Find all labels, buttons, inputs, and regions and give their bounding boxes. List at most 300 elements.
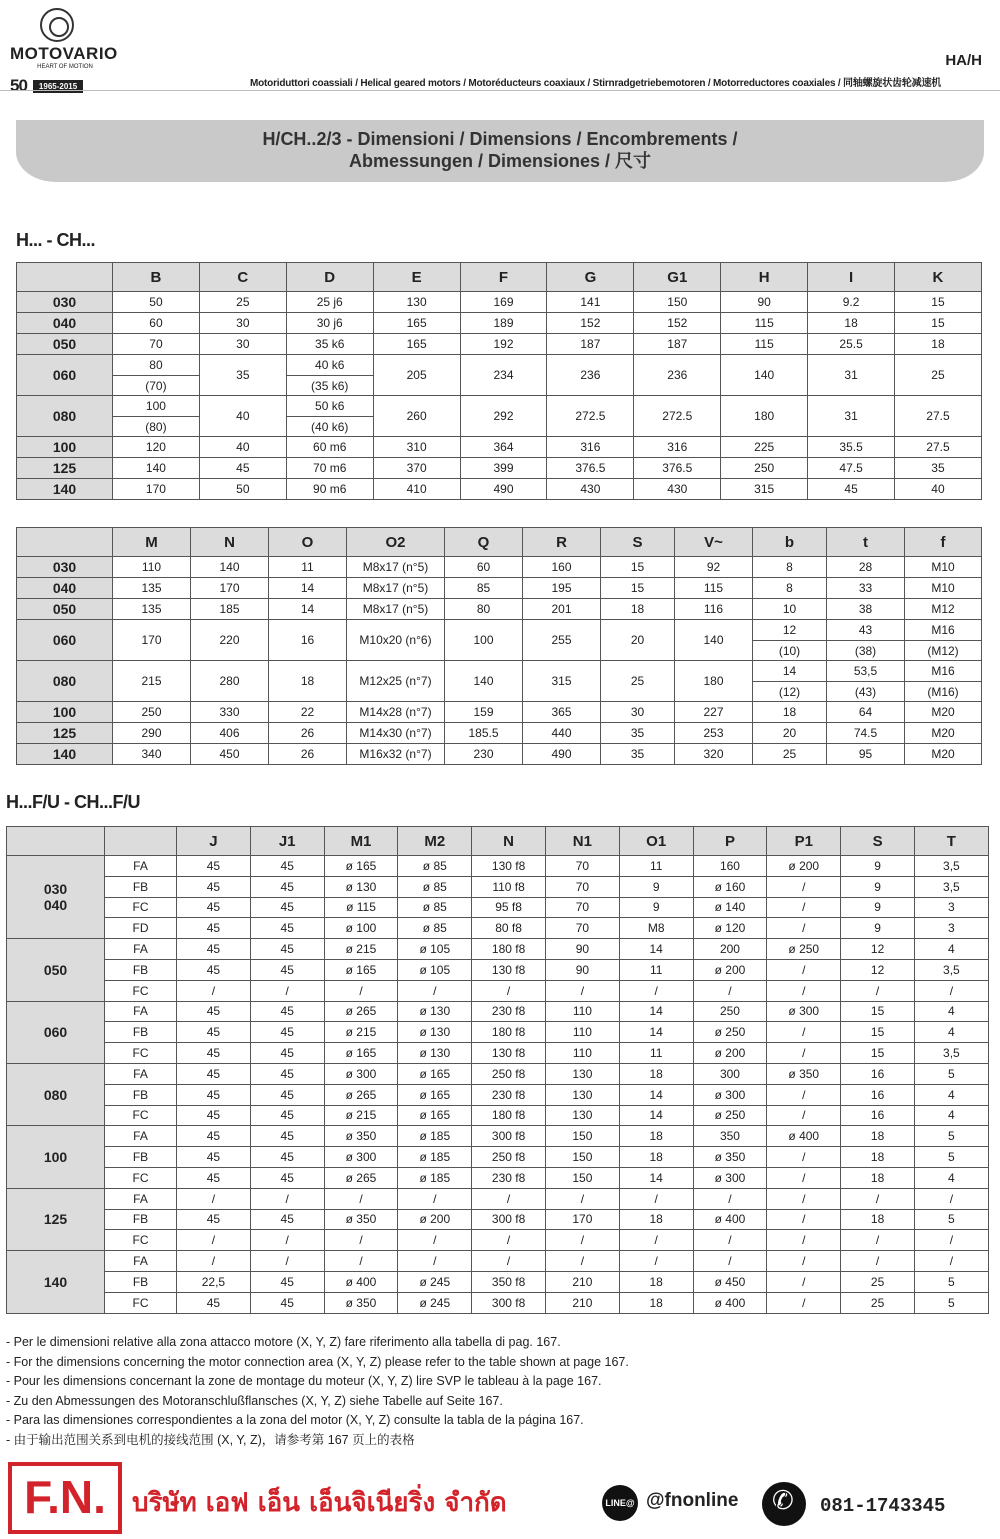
size-label: 040 (43, 897, 68, 914)
table-cell: 90 m6 (286, 479, 373, 500)
dimensions-table-1 (16, 262, 982, 500)
table-cell: ø 250 (767, 939, 841, 960)
table-cell: / (177, 1251, 251, 1272)
table-cell: 160 (693, 856, 767, 877)
table-cell: 350 (693, 1126, 767, 1147)
table-cell: 85 (445, 578, 523, 599)
table-cell: 45 (250, 959, 324, 980)
table-cell: M16x32 (n°7) (347, 744, 445, 765)
section-title-flange: H...F/U - CH...F/U (6, 792, 140, 812)
table-cell: 450 (191, 744, 269, 765)
table-cell: 410 (373, 479, 460, 500)
table-cell: 30 (601, 702, 675, 723)
table-cell: 4 (914, 939, 988, 960)
table-cell: 170 (545, 1209, 619, 1230)
table-cell: 90 (545, 959, 619, 980)
table-cell: 45 (250, 1126, 324, 1147)
table-cell: 45 (177, 959, 251, 980)
table-cell: 5 (914, 1126, 988, 1147)
table-cell: 130 (373, 292, 460, 313)
table-cell: ø 215 (324, 939, 398, 960)
table-cell: 4 (914, 1084, 988, 1105)
column-header: G (547, 263, 634, 292)
table-cell: ø 250 (693, 1105, 767, 1126)
table-cell: 250 (693, 1001, 767, 1022)
table-cell: 50 (113, 292, 200, 313)
table-cell: 70 (545, 876, 619, 897)
table-cell: / (841, 1251, 915, 1272)
table-cell: ø 450 (693, 1271, 767, 1292)
table-cell: 165 (373, 334, 460, 355)
table-cell: / (250, 1188, 324, 1209)
table-cell: 292 (460, 396, 547, 437)
table-cell: 150 (545, 1126, 619, 1147)
table-row (17, 479, 982, 500)
table-cell: ø 350 (693, 1147, 767, 1168)
table-cell: M14x30 (n°7) (347, 723, 445, 744)
flange-type-cell: FB (105, 1209, 177, 1230)
table-cell: 3,5 (914, 1043, 988, 1064)
line-app-icon: LINE@ (602, 1485, 638, 1521)
table-cell: 5 (914, 1147, 988, 1168)
table-row (17, 437, 982, 458)
column-header: J1 (250, 827, 324, 856)
table-row (7, 1251, 989, 1272)
flange-type-cell: FC (105, 980, 177, 1001)
column-header: R (523, 528, 601, 557)
table-cell: 45 (177, 1126, 251, 1147)
table-cell: 300 f8 (472, 1126, 546, 1147)
table-cell: 35.5 (808, 437, 895, 458)
table-cell: 115 (675, 578, 753, 599)
product-code: HA/H (945, 52, 982, 69)
table-cell: 15 (841, 1043, 915, 1064)
size-cell (7, 1001, 105, 1063)
table-cell: 110 (545, 1022, 619, 1043)
table-cell: 18 (753, 702, 827, 723)
column-header: B (113, 263, 200, 292)
column-header: G1 (634, 263, 721, 292)
table-cell: / (398, 1188, 472, 1209)
size-label: 140 (43, 1273, 68, 1290)
table-cell: / (250, 1251, 324, 1272)
table-cell: / (693, 1188, 767, 1209)
table-cell: 14 (619, 1001, 693, 1022)
cell-value-alt: (35 k6) (287, 375, 373, 395)
table-row (17, 599, 982, 620)
column-header: Q (445, 528, 523, 557)
table-cell: 110 f8 (472, 876, 546, 897)
table-row (7, 1126, 989, 1147)
notes (6, 1333, 629, 1450)
table-cell: 272.5 (634, 396, 721, 437)
size-cell: 060 (17, 355, 113, 396)
table-cell: 45 (177, 876, 251, 897)
table-cell: 135 (113, 578, 191, 599)
table-cell: 45 (177, 856, 251, 877)
phone-number[interactable]: 081-1743345 (820, 1495, 946, 1517)
table-cell: / (545, 1251, 619, 1272)
table-cell: 300 (693, 1063, 767, 1084)
table-cell: 45 (250, 1147, 324, 1168)
table-cell: 230 f8 (472, 1084, 546, 1105)
table-cell: 170 (113, 479, 200, 500)
table-cell: 35 (601, 744, 675, 765)
size-cell: 140 (17, 744, 113, 765)
table-cell: ø 165 (324, 1043, 398, 1064)
table-cell: 225 (721, 437, 808, 458)
table-cell: 236 (634, 355, 721, 396)
table-cell: / (545, 980, 619, 1001)
table-row (17, 620, 982, 661)
table-cell: M8x17 (n°5) (347, 599, 445, 620)
column-header: I (808, 263, 895, 292)
table-cell: ø 400 (693, 1292, 767, 1313)
table-cell: 180 f8 (472, 1022, 546, 1043)
table-cell: 18 (619, 1063, 693, 1084)
column-header: E (373, 263, 460, 292)
table-cell: / (914, 1230, 988, 1251)
table-cell: 100 (445, 620, 523, 661)
table-cell: ø 105 (398, 939, 472, 960)
table-cell: 272.5 (547, 396, 634, 437)
table-cell: 30 (199, 313, 286, 334)
table-cell: 45 (250, 1292, 324, 1313)
table-cell: 250 (721, 458, 808, 479)
table-cell: 80 (445, 599, 523, 620)
table-cell: 45 (177, 918, 251, 939)
flange-type-cell: FC (105, 1230, 177, 1251)
table-cell: 9 (841, 876, 915, 897)
column-header: J (177, 827, 251, 856)
table-cell: ø 400 (324, 1271, 398, 1292)
table-cell: / (841, 980, 915, 1001)
table-cell: 230 f8 (472, 1167, 546, 1188)
section-title-h-ch: H... - CH... (16, 230, 95, 250)
table-row (7, 1209, 989, 1230)
table-cell: / (767, 1022, 841, 1043)
table-cell: 30 (199, 334, 286, 355)
table-cell: 18 (269, 661, 347, 702)
table-cell: 135 (113, 599, 191, 620)
table-cell: 70 (545, 918, 619, 939)
table-cell: 130 f8 (472, 1043, 546, 1064)
table-cell: 74.5 (827, 723, 905, 744)
table-cell: 45 (250, 876, 324, 897)
table-cell: 18 (841, 1167, 915, 1188)
table-cell: ø 215 (324, 1022, 398, 1043)
table-cell: ø 165 (398, 1063, 472, 1084)
table-cell: 60 (113, 313, 200, 334)
table-cell: 35 k6 (286, 334, 373, 355)
table-cell: 45 (177, 1105, 251, 1126)
table-cell: / (914, 1188, 988, 1209)
table-cell: 290 (113, 723, 191, 744)
table-cell: / (324, 980, 398, 1001)
table-cell: 141 (547, 292, 634, 313)
size-label: 080 (43, 1086, 68, 1103)
table-cell: ø 185 (398, 1126, 472, 1147)
note-line: - Per le dimensioni relative alla zona attacco motore (X, Y, Z) fare riferimento alla tabella di pag. 167. (6, 1333, 629, 1353)
flange-type-cell: FC (105, 1292, 177, 1313)
table-cell: / (767, 1251, 841, 1272)
table-cell: 14 (269, 599, 347, 620)
size-label: 050 (43, 961, 68, 978)
table-cell: 80 f8 (472, 918, 546, 939)
table-row (7, 1147, 989, 1168)
table-cell: 31 (808, 355, 895, 396)
table-cell: 3 (914, 918, 988, 939)
size-cell: 080 (17, 396, 113, 437)
motovario-logo-icon (40, 8, 74, 42)
column-header: S (601, 528, 675, 557)
table-cell: 12 (841, 959, 915, 980)
table-cell: 14 (619, 1167, 693, 1188)
table-cell: 399 (460, 458, 547, 479)
table-cell: ø 130 (398, 1043, 472, 1064)
table-cell: 25 (895, 355, 982, 396)
table-cell: 64 (827, 702, 905, 723)
table-cell: 35 (601, 723, 675, 744)
size-cell: 080 (17, 661, 113, 702)
flange-type-cell: FA (105, 1188, 177, 1209)
table-cell: / (619, 980, 693, 1001)
table-cell: 3,5 (914, 959, 988, 980)
table-cell: 14 (619, 1084, 693, 1105)
table-cell: / (767, 1043, 841, 1064)
table-cell: 45 (250, 1043, 324, 1064)
table-cell: M8x17 (n°5) (347, 557, 445, 578)
table-cell: 430 (547, 479, 634, 500)
table-cell: 160 (523, 557, 601, 578)
table-cell: 8 (753, 578, 827, 599)
table-cell: 45 (177, 1022, 251, 1043)
table-cell: / (767, 1230, 841, 1251)
footer (0, 1460, 1000, 1539)
table-row (17, 557, 982, 578)
table-cell: / (619, 1230, 693, 1251)
table-cell: ø 120 (693, 918, 767, 939)
table-cell: / (693, 980, 767, 1001)
table-cell: 18 (808, 313, 895, 334)
size-cell (7, 1251, 105, 1313)
size-cell: 100 (17, 437, 113, 458)
table-cell: M10 (905, 557, 982, 578)
table-cell: 60 m6 (286, 437, 373, 458)
table-cell: ø 300 (693, 1167, 767, 1188)
table-cell: / (324, 1251, 398, 1272)
table-cell: 200 (693, 939, 767, 960)
table-cell: 16 (841, 1084, 915, 1105)
table-cell: 140 (191, 557, 269, 578)
column-header: P (693, 827, 767, 856)
flange-type-cell: FA (105, 939, 177, 960)
table-cell: 26 (269, 723, 347, 744)
flange-type-cell: FC (105, 897, 177, 918)
cell-value-alt: (70) (113, 375, 199, 395)
table-cell (113, 396, 200, 437)
table-cell: M14x28 (n°7) (347, 702, 445, 723)
size-label: 060 (43, 1024, 68, 1041)
size-cell: 140 (17, 479, 113, 500)
table-cell: / (619, 1188, 693, 1209)
table-cell: ø 400 (693, 1209, 767, 1230)
table-cell: ø 300 (767, 1001, 841, 1022)
table-row (7, 918, 989, 939)
table-cell: ø 85 (398, 918, 472, 939)
cell-value-alt: (43) (827, 681, 904, 701)
table-cell: 5 (914, 1063, 988, 1084)
table-cell: 45 (177, 1292, 251, 1313)
table-cell: 110 (545, 1001, 619, 1022)
column-header: D (286, 263, 373, 292)
table-row (17, 355, 982, 396)
table-cell: ø 200 (693, 1043, 767, 1064)
table-cell: 45 (250, 1271, 324, 1292)
table-corner (17, 263, 113, 292)
table-cell: 90 (721, 292, 808, 313)
flange-type-cell: FB (105, 959, 177, 980)
table-cell: 430 (634, 479, 721, 500)
table-cell: 316 (634, 437, 721, 458)
table-cell: M8 (619, 918, 693, 939)
table-cell: 234 (460, 355, 547, 396)
table-cell: / (767, 1271, 841, 1292)
table-cell: 31 (808, 396, 895, 437)
note-line: - Pour les dimensions concernant la zone de montage du moteur (X, Y, Z) lire SVP le tableau à la page 167. (6, 1372, 629, 1392)
table-cell: / (177, 1230, 251, 1251)
note-line: - 由于输出范围关系到电机的接线范围 (X, Y, Z)，请参考第 167 页上的表格 (6, 1431, 629, 1451)
flange-type-cell: FB (105, 876, 177, 897)
table-cell: 376.5 (634, 458, 721, 479)
table-cell (113, 355, 200, 396)
table-cell: / (398, 1251, 472, 1272)
flange-type-cell: FD (105, 918, 177, 939)
table-cell: ø 200 (398, 1209, 472, 1230)
cell-value-alt: (M12) (905, 640, 981, 660)
fn-logo: F.N. (8, 1462, 122, 1534)
table-cell: 40 (895, 479, 982, 500)
banner-title (0, 128, 1000, 172)
table-cell: 315 (523, 661, 601, 702)
size-cell (7, 856, 105, 939)
table-cell: / (767, 1105, 841, 1126)
table-cell: M20 (905, 723, 982, 744)
column-header: N (472, 827, 546, 856)
table-cell: 45 (177, 1001, 251, 1022)
table-cell: / (177, 980, 251, 1001)
column-header: b (753, 528, 827, 557)
table-cell: / (767, 1188, 841, 1209)
table-cell (753, 661, 827, 702)
table-cell: ø 350 (767, 1063, 841, 1084)
table-cell: M10x20 (n°6) (347, 620, 445, 661)
table-cell: / (914, 1251, 988, 1272)
flange-type-cell: FB (105, 1022, 177, 1043)
table-cell: ø 300 (324, 1147, 398, 1168)
table-cell: 18 (619, 1209, 693, 1230)
flange-type-cell: FC (105, 1167, 177, 1188)
table-cell: 4 (914, 1022, 988, 1043)
table-cell: / (398, 1230, 472, 1251)
cell-value-alt: (12) (753, 681, 826, 701)
table-cell: 15 (841, 1022, 915, 1043)
table-cell (905, 620, 982, 661)
table-cell: 370 (373, 458, 460, 479)
table-cell: 22 (269, 702, 347, 723)
table-cell: 3,5 (914, 856, 988, 877)
cell-value: 80 (149, 358, 163, 372)
table-cell: 227 (675, 702, 753, 723)
column-header: M1 (324, 827, 398, 856)
table-cell: 25 (753, 744, 827, 765)
table-cell: 320 (675, 744, 753, 765)
table-cell: / (767, 980, 841, 1001)
table-cell: / (767, 1147, 841, 1168)
size-cell (7, 939, 105, 1001)
table-cell: / (545, 1188, 619, 1209)
table-cell: 4 (914, 1105, 988, 1126)
table-cell: / (767, 1084, 841, 1105)
table-cell: 9 (619, 897, 693, 918)
table-cell: 25 (841, 1271, 915, 1292)
table-cell: 25.5 (808, 334, 895, 355)
table-cell: / (767, 1167, 841, 1188)
table-cell: M12x25 (n°7) (347, 661, 445, 702)
table-cell: / (841, 1188, 915, 1209)
cell-value-alt: (40 k6) (287, 416, 373, 436)
flange-type-cell: FB (105, 1084, 177, 1105)
cell-value: 14 (782, 664, 797, 678)
table-cell: 45 (250, 856, 324, 877)
table-row (7, 897, 989, 918)
table-cell: 5 (914, 1292, 988, 1313)
anniversary-years: 1965-2015 (33, 80, 83, 93)
table-row (7, 1063, 989, 1084)
line-id[interactable]: @fnonline (646, 1490, 739, 1511)
table-cell: ø 245 (398, 1271, 472, 1292)
table-cell: ø 250 (693, 1022, 767, 1043)
table-row (7, 1084, 989, 1105)
table-cell: 18 (619, 1126, 693, 1147)
table-cell: 45 (177, 1043, 251, 1064)
table-cell: 130 (545, 1105, 619, 1126)
table-cell: 364 (460, 437, 547, 458)
table-cell: 180 f8 (472, 1105, 546, 1126)
table-cell: 110 (113, 557, 191, 578)
table-row (17, 458, 982, 479)
table-cell: ø 160 (693, 876, 767, 897)
table-cell: ø 350 (324, 1209, 398, 1230)
table-cell: 250 (113, 702, 191, 723)
table-cell: 316 (547, 437, 634, 458)
table-cell: / (767, 1209, 841, 1230)
table-cell: 140 (113, 458, 200, 479)
column-header: M (113, 528, 191, 557)
table-cell: 253 (675, 723, 753, 744)
table-cell: 40 (199, 396, 286, 437)
size-cell: 125 (17, 458, 113, 479)
table-cell: 45 (177, 1084, 251, 1105)
column-header: t (827, 528, 905, 557)
table-cell: 14 (619, 1022, 693, 1043)
table-cell: ø 265 (324, 1084, 398, 1105)
table-cell: 47.5 (808, 458, 895, 479)
table-cell: 8 (753, 557, 827, 578)
table-cell: 205 (373, 355, 460, 396)
table-cell: 90 (545, 939, 619, 960)
table-cell: 165 (373, 313, 460, 334)
